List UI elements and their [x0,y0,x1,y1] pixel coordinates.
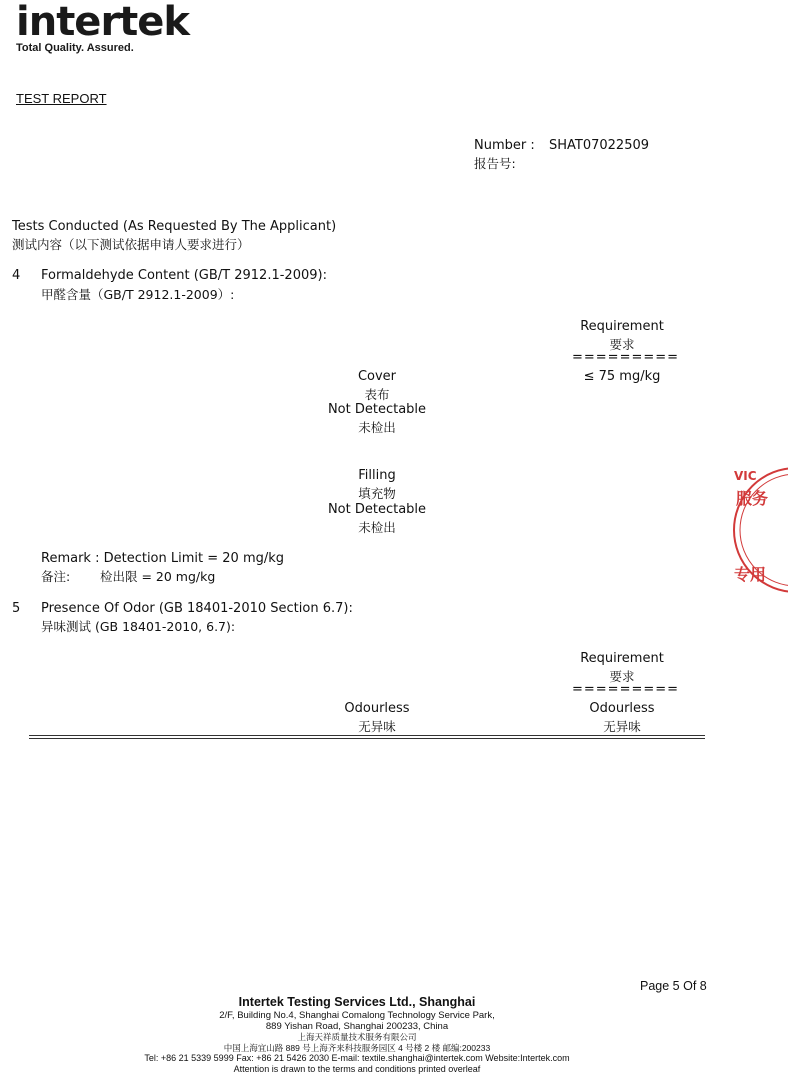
item-name-cn: 表布 [364,387,390,402]
company-logo [16,2,189,54]
section-5-title-cn: 异味测试 (GB 18401-2010, 6.7): [41,619,236,634]
section-5-requirement-header-cn: 要求 [609,669,635,684]
section-5-separator: ========= [572,682,680,697]
section-5-result-cn: 无异味 [358,719,396,734]
logo-wordmark: intertek [16,0,190,45]
section-4-requirement-header-cn: 要求 [609,337,635,352]
footer-attention: Attention is drawn to the terms and conditions printed overleaf [233,1064,481,1074]
section-4-separator: ========= [572,350,680,365]
section-4-remark-cn-value: 检出限 = 20 mg/kg [100,569,216,584]
item-name: Cover [357,369,397,384]
tests-conducted-heading-cn: 测试内容（以下测试依据申请人要求进行） [12,237,250,252]
report-number-label: Number : [474,138,535,153]
footer-address-line1: 2/F, Building No.4, Shanghai Comalong Technology Service Park, [219,1010,495,1021]
end-rule-bottom [29,738,705,739]
section-5-requirement-header: Requirement [580,651,664,666]
item-result: Not Detectable [327,502,427,517]
footer-company: Intertek Testing Services Ltd., Shanghai [238,995,476,1009]
section-5-requirement-value-cn: 无异味 [603,719,641,734]
footer-contact: Tel: +86 21 5339 5999 Fax: +86 21 5426 2030 E-mail: textile.shanghai@intertek.com Website:Intertek.com [144,1053,570,1063]
item-result: Not Detectable [327,402,427,417]
section-4-requirement-value: ≤ 75 mg/kg [583,369,661,384]
section-5-number: 5 [12,601,21,616]
section-4-remark-cn-label: 备注: [41,569,71,584]
item-result-cn: 未检出 [358,420,396,435]
tests-conducted-heading: Tests Conducted (As Requested By The Applicant) [12,219,337,234]
section-5-title: Presence Of Odor (GB 18401-2010 Section 6.7): [41,601,353,616]
item-name-cn: 填充物 [358,486,396,501]
section-5-requirement-value: Odourless [589,701,655,716]
section-4-number: 4 [12,268,21,283]
section-4-title-cn: 甲醛含量（GB/T 2912.1-2009）: [41,287,235,302]
item-result-cn: 未检出 [358,520,396,535]
section-5-result: Odourless [344,701,410,716]
end-rule-top [29,735,705,736]
footer-address-line2: 889 Yishan Road, Shanghai 200233, China [265,1021,449,1032]
section-4-requirement-header: Requirement [580,319,664,334]
footer-address-cn: 中国上海宜山路 889 号上海齐来科技服务园区 4 号楼 2 楼 邮编:200233 [223,1043,491,1053]
svg-text:VIC: VIC [734,469,757,483]
official-stamp [728,460,788,600]
section-4-title: Formaldehyde Content (GB/T 2912.1-2009): [41,268,327,283]
section-4-remark: Remark : Detection Limit = 20 mg/kg [41,551,285,566]
report-number-label-cn: 报告号: [474,156,516,171]
page-number: Page 5 Of 8 [640,979,707,993]
svg-text:服务: 服务 [736,489,769,508]
svg-text:专用: 专用 [734,565,767,584]
logo-tagline: Total Quality. Assured. [16,42,134,54]
report-title: TEST REPORT [16,91,107,106]
item-name: Filling [358,468,396,483]
footer-company-cn: 上海天祥质量技术服务有限公司 [297,1032,417,1042]
report-number-value: SHAT07022509 [549,138,650,153]
